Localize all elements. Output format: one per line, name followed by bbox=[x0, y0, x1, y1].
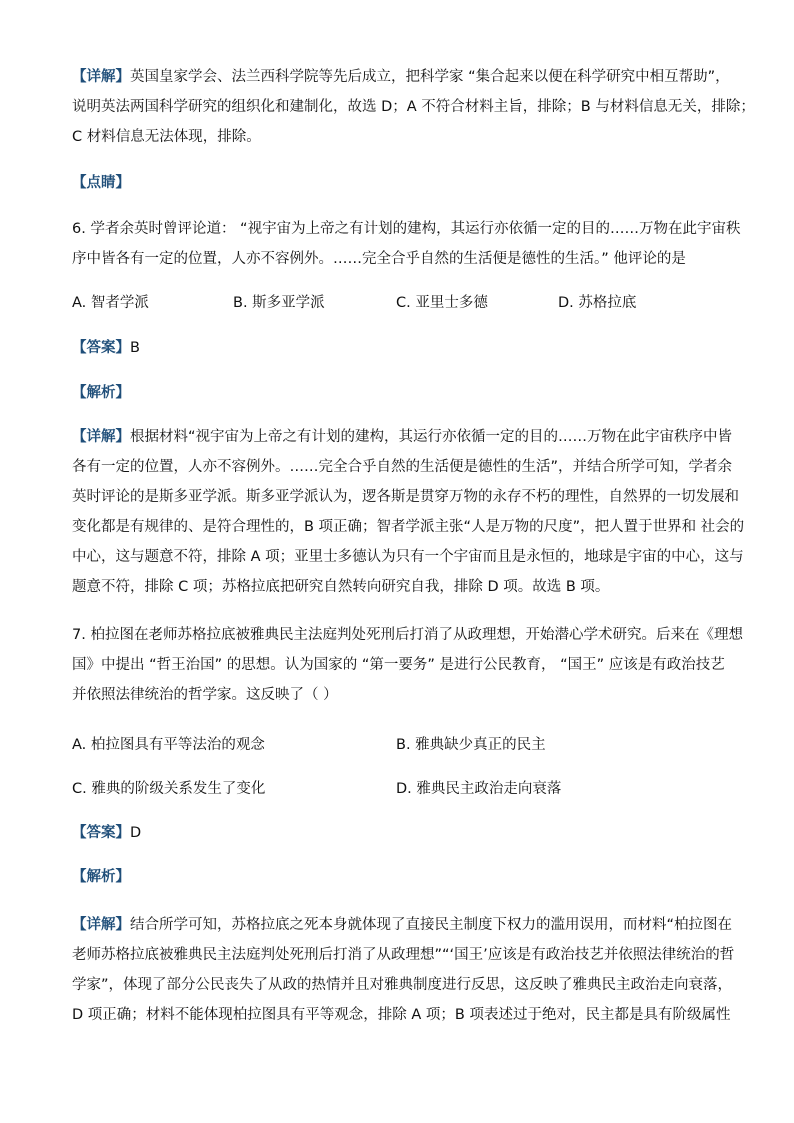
question-7-options-row-1 bbox=[72, 730, 722, 760]
answer-value: B bbox=[130, 340, 140, 356]
question-6-stem bbox=[72, 214, 741, 274]
question-7-answer bbox=[72, 818, 722, 848]
detail-tag: 【详解】 bbox=[72, 917, 130, 933]
dianjing-tag: 【点睛】 bbox=[72, 175, 130, 191]
detail-line: 英时评论的是斯多亚学派。斯多亚学派认为，逻各斯是贯穿万物的永存不朽的理性，自然界的一切发展和 bbox=[72, 489, 739, 505]
option-b: B. 雅典缺少真正的民主 bbox=[396, 737, 546, 753]
question-line: 序中皆各有一定的位置，人亦不容例外。……完全合乎自然的生活便是德性的生活。” 他评论的是 bbox=[72, 251, 686, 267]
question-6-answer bbox=[72, 333, 722, 363]
question-line: 6. 学者余英时曾评论道： “视宇宙为上帝之有计划的建构，其运行亦依循一定的目的……万物在此宇宙秩 bbox=[72, 221, 741, 237]
analysis-tag: 【解析】 bbox=[72, 385, 130, 401]
option-d: D. 雅典民主政治走向衰落 bbox=[396, 781, 562, 797]
detail-tag: 【详解】 bbox=[72, 69, 130, 85]
detail-line: 题意不符，排除 C 项；苏格拉底把研究自然转向研究自我，排除 D 项。故选 B 项。 bbox=[72, 579, 610, 595]
option-a: A. 智者学派 bbox=[72, 295, 149, 311]
option-d: D. 苏格拉底 bbox=[558, 295, 637, 311]
detail-tag: 【详解】 bbox=[72, 429, 130, 445]
prev-question-explanation bbox=[72, 62, 755, 152]
detail-line: 【详解】结合所学可知，苏格拉底之死本身就体现了直接民主制度下权力的滥用误用，而材料“柏拉图在 bbox=[72, 917, 733, 933]
detail-line: 【详解】根据材料“视宇宙为上帝之有计划的建构，其运行亦依循一定的目的……万物在此宇宙秩序中皆 bbox=[72, 429, 733, 445]
detail-line: 学家”，体现了部分公民丧失了从政的热情并且对雅典制度进行反思，这反映了雅典民主政治走向衰落， bbox=[72, 977, 733, 993]
detail-line: 老师苏格拉底被雅典民主法庭判处死刑后打消了从政理想”“‘国王’应该是有政治技艺并依照法律统治的哲 bbox=[72, 947, 735, 963]
detail-line: 变化都是有规律的、是符合理性的，B 项正确；智者学派主张“人是万物的尺度”，把人置于世界和 社会的 bbox=[72, 519, 745, 535]
option-c: C. 雅典的阶级关系发生了变化 bbox=[72, 781, 266, 797]
explanation-line: C 材料信息无法体现，排除。 bbox=[72, 129, 261, 145]
question-6-options bbox=[72, 288, 722, 318]
detail-line: 中心，这与题意不符，排除 A 项；亚里士多德认为只有一个宇宙而且是永恒的，地球是宇宙的中心，这与 bbox=[72, 549, 744, 565]
detail-line: D 项正确；材料不能体现柏拉图具有平等观念，排除 A 项；B 项表述过于绝对，民主都是具有阶级属性 bbox=[72, 1007, 731, 1023]
question-6-analysis-heading bbox=[72, 378, 722, 408]
explanation-line: 【详解】英国皇家学会、法兰西科学院等先后成立，把科学家 “集合起来以便在科学研究中相互帮助”， bbox=[72, 69, 730, 85]
option-b: B. 斯多亚学派 bbox=[233, 295, 325, 311]
question-6-detail bbox=[72, 422, 745, 602]
answer-tag: 【答案】 bbox=[72, 825, 130, 841]
question-7-analysis-heading bbox=[72, 862, 722, 892]
question-line: 并依照法律统治的哲学家。这反映了（ ） bbox=[72, 687, 338, 703]
answer-value: D bbox=[130, 825, 142, 841]
question-7-stem bbox=[72, 620, 743, 710]
explanation-line: 说明英法两国科学研究的组织化和建制化，故选 D；A 不符合材料主旨，排除；B 与材料信息无关，排除； bbox=[72, 99, 755, 115]
dianjing-section bbox=[72, 168, 722, 198]
question-line: 7. 柏拉图在老师苏格拉底被雅典民主法庭判处死刑后打消了从政理想，开始潜心学术研究。后来在《理想 bbox=[72, 627, 743, 643]
detail-line: 各有一定的位置，人亦不容例外。……完全合乎自然的生活便是德性的生活”，并结合所学可知，学者余 bbox=[72, 459, 733, 475]
option-a: A. 柏拉图具有平等法治的观念 bbox=[72, 737, 265, 753]
analysis-tag: 【解析】 bbox=[72, 869, 130, 885]
answer-tag: 【答案】 bbox=[72, 340, 130, 356]
question-7-options-row-2 bbox=[72, 774, 722, 804]
question-7-detail bbox=[72, 910, 735, 1030]
question-line: 国》中提出 “哲王治国” 的思想。认为国家的 “第一要务” 是进行公民教育， “国王” 应该是有政治技艺 bbox=[72, 657, 725, 673]
option-c: C. 亚里士多德 bbox=[396, 295, 488, 311]
